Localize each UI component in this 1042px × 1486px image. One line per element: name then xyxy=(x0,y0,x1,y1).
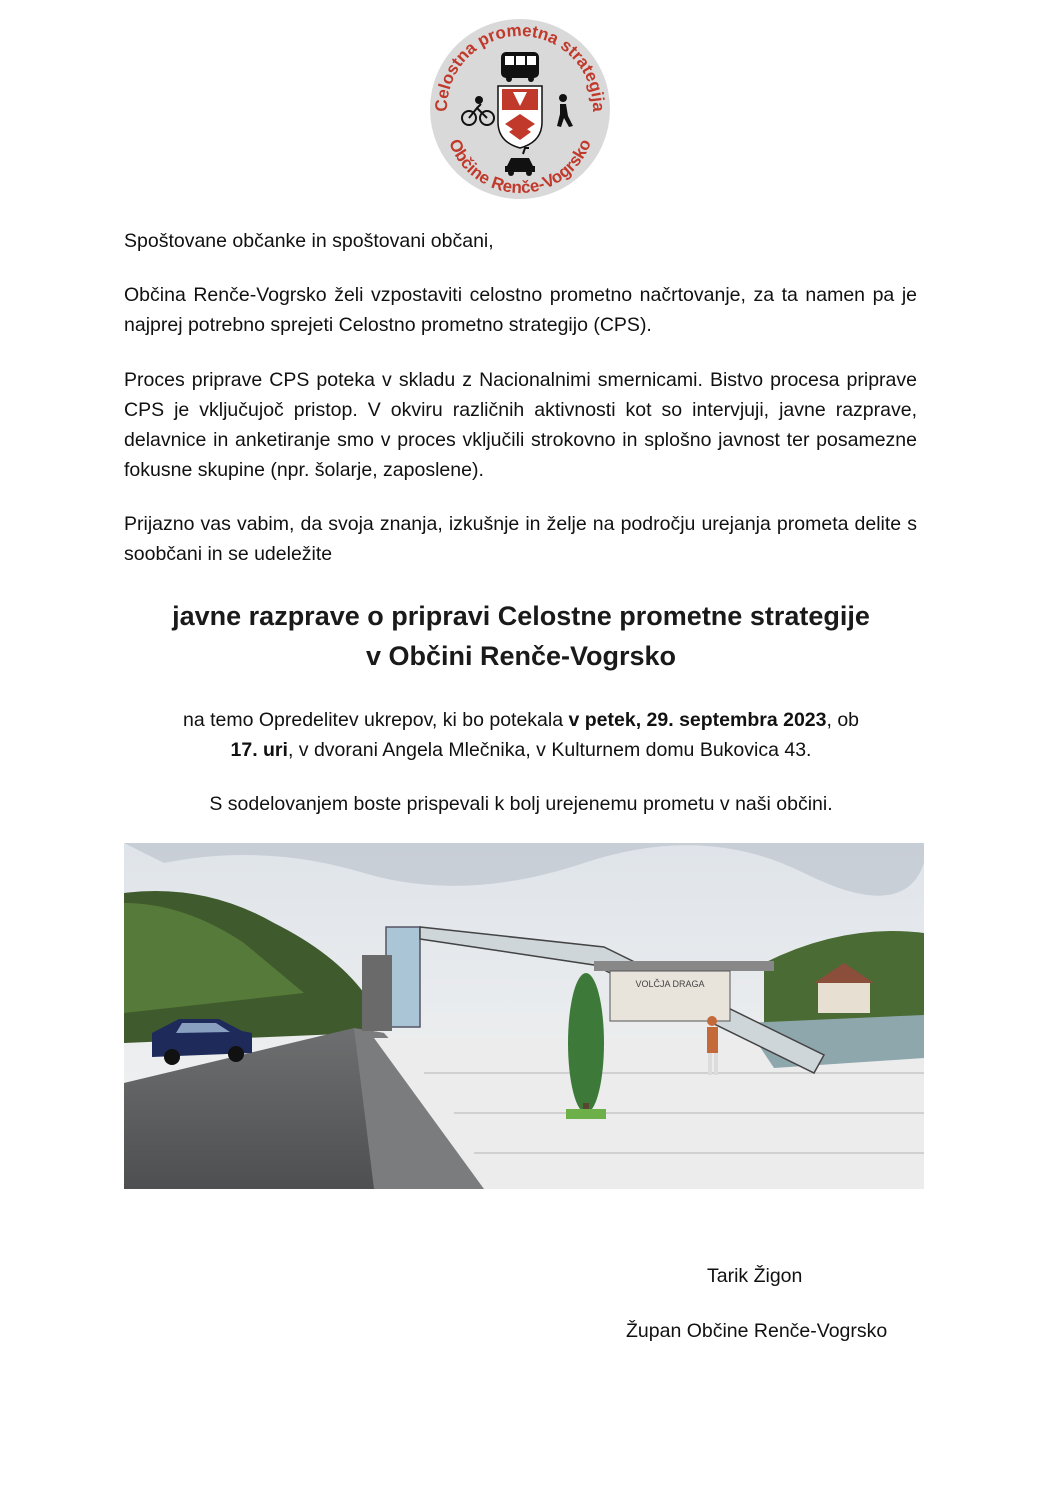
event-details xyxy=(110,705,932,765)
process-paragraph: Proces priprave CPS poteka v skladu z Nacionalnimi smernicami. Bistvo procesa priprave CPS je vključujoč pristop. V okviru različnih aktivnosti kot so intervjuji, javne razprave, delavnice in anketiranje smo v proces vključili strokovno in splošno javnost ter posamezne fokusne skupine (npr. šolarje, zaposlene). xyxy=(124,369,917,481)
event-location: , v dvorani Angela Mlečnika, v Kulturnem domu Bukovica 43. xyxy=(287,739,812,761)
logo-bottom-text: Občine Renče-Vogrsko xyxy=(445,136,595,198)
bus-icon xyxy=(501,52,539,82)
headline-line-2: v Občini Renče-Vogrsko xyxy=(365,641,677,671)
closing-sentence: S sodelovanjem boste prispevali k bolj urejenemu prometu v naši občini. xyxy=(209,793,833,815)
signature-name: Tarik Žigon xyxy=(707,1265,803,1287)
logo-top-text: Celostna prometna strategija xyxy=(431,20,609,113)
coat-of-arms-icon xyxy=(498,86,542,148)
invitation-paragraph: Prijazno vas vabim, da svoja znanja, izkušnje in želje na področju urejanja prometa delite s soobčani in se udeležite xyxy=(124,513,917,565)
event-headline xyxy=(110,596,932,676)
event-time: 17. uri xyxy=(230,739,288,761)
cps-logo xyxy=(425,14,615,204)
event-connector-text: , ob xyxy=(826,709,860,731)
greeting: Spoštovane občanke in spoštovani občani, xyxy=(124,230,494,252)
event-date: v petek, 29. septembra 2023 xyxy=(568,709,827,731)
station-illustration xyxy=(124,843,924,1189)
signature-title: Župan Občine Renče-Vogrsko xyxy=(626,1320,888,1342)
event-intro-text: na temo Opredelitev ukrepov, ki bo potekala xyxy=(182,709,569,731)
canopy-sign-text: VOLČJA DRAGA xyxy=(635,979,705,989)
headline-line-1: javne razprave o pripravi Celostne prometne strategije xyxy=(172,601,870,631)
intro-paragraph: Občina Renče-Vogrsko želi vzpostaviti celostno prometno načrtovanje, za ta namen pa je najprej potrebno sprejeti Celostno prometno strategijo (CPS). xyxy=(124,284,917,336)
